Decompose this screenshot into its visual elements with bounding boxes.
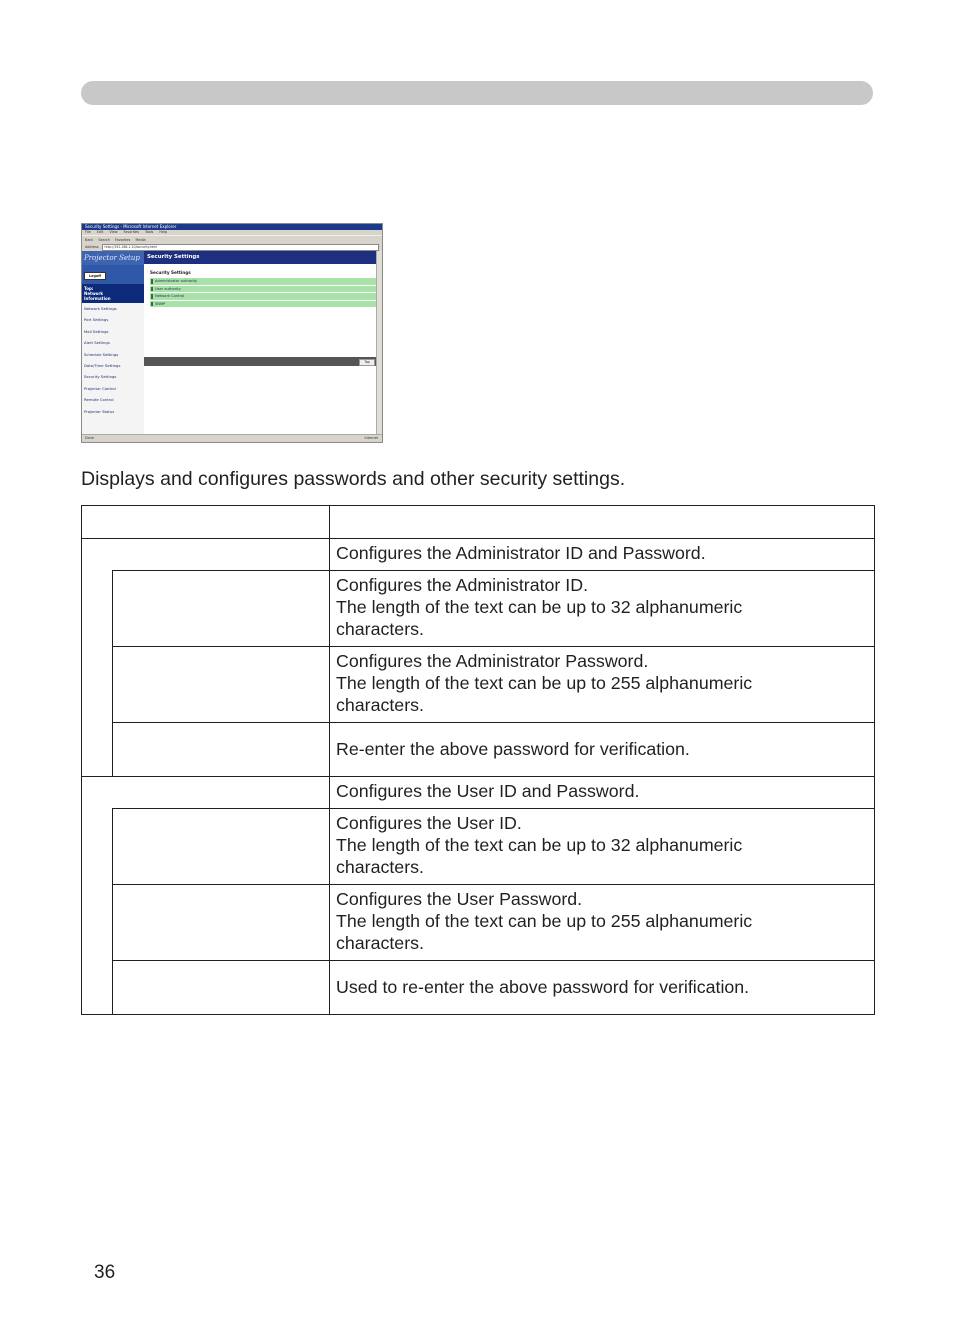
table-row [82, 647, 875, 723]
back-button[interactable]: Back [85, 238, 94, 242]
link-user-authority[interactable]: User authority [150, 286, 378, 293]
menu-item[interactable]: Edit [96, 230, 104, 234]
main-panel [144, 251, 382, 435]
link-administrator-authority[interactable]: Administrator authority [150, 278, 378, 285]
nav-top-line: Network [84, 291, 104, 296]
item-cell [113, 809, 330, 885]
table-row [82, 777, 875, 809]
item-cell [82, 539, 330, 571]
browser-screenshot [81, 223, 383, 443]
table-row [82, 539, 875, 571]
item-cell [113, 885, 330, 961]
table-row [82, 809, 875, 885]
item-cell [113, 647, 330, 723]
description-line: Configures the Administrator Password. [336, 651, 649, 671]
description-cell: Configures the Administrator ID and Password. [330, 539, 875, 571]
address-input[interactable]: http://192.168.1.10/security.html [102, 244, 379, 251]
menu-item[interactable]: Favorites [123, 230, 139, 234]
internet-zone: Internet [364, 436, 378, 440]
description-cell [330, 885, 875, 961]
link-snmp[interactable]: SNMP [150, 301, 378, 308]
nav-item-security-settings[interactable]: Security Settings [84, 374, 117, 380]
table-row [82, 571, 875, 647]
description-cell [330, 809, 875, 885]
table-row [82, 961, 875, 1015]
favorites-button[interactable]: Favorites [115, 238, 131, 242]
status-bar [82, 434, 382, 442]
side-navigation [82, 251, 144, 435]
item-cell [82, 777, 330, 809]
nav-top-line: Information [84, 296, 111, 301]
logoff-button[interactable]: Logoff [84, 272, 106, 280]
description-cell [330, 723, 875, 777]
item-cell [113, 723, 330, 777]
nav-item-port-settings[interactable]: Port Settings [84, 317, 109, 323]
nav-item-projector-control[interactable]: Projector Control [84, 385, 116, 391]
description-line: Used to re-enter the above password for verification. [336, 977, 750, 997]
nav-top-line: Top: [84, 286, 94, 291]
browser-toolbar [82, 235, 382, 244]
description-line: characters. [336, 933, 424, 953]
description-line: Configures the Administrator ID. [336, 575, 589, 595]
description-line: characters. [336, 619, 424, 639]
nav-item-schedule-settings[interactable]: Schedule Settings [84, 351, 119, 357]
media-button[interactable]: Media [135, 238, 146, 242]
section-header-bar [81, 81, 873, 105]
description-line: The length of the text can be up to 255 alphanumeric [336, 673, 753, 693]
link-network-control[interactable]: Network Control [150, 293, 378, 300]
status-text: Done [85, 436, 94, 440]
page-header: Security Settings [144, 251, 382, 264]
menu-item[interactable]: Tools [144, 230, 154, 234]
item-cell [113, 961, 330, 1015]
indent-cell [82, 809, 113, 1015]
table-row [82, 885, 875, 961]
nav-item-date-time-settings[interactable]: Date/Time Settings [84, 363, 121, 369]
footer-bar [144, 357, 378, 366]
description-cell [330, 647, 875, 723]
browser-content [82, 251, 382, 435]
address-label: Address [85, 245, 99, 249]
header-cell-item [82, 506, 330, 539]
indent-cell [82, 571, 113, 777]
section-title: Security Settings [150, 270, 191, 275]
logo-strip [82, 265, 144, 284]
description-cell: Configures the User ID and Password. [330, 777, 875, 809]
menu-item[interactable]: File [85, 230, 91, 234]
menu-item[interactable]: Help [159, 230, 168, 234]
nav-item-network-settings[interactable]: Network Settings [84, 306, 117, 311]
search-button[interactable]: Search [98, 238, 110, 242]
nav-item-remote-control[interactable]: Remote Control [84, 397, 114, 403]
page-number: 36 [94, 1262, 116, 1283]
table-header-row [82, 506, 875, 539]
intro-text: Displays and configures passwords and other security settings. [81, 468, 626, 490]
nav-item-projector-status[interactable]: Projector Status [84, 408, 115, 414]
description-line: Re-enter the above password for verification. [336, 739, 690, 759]
description-line: characters. [336, 857, 424, 877]
description-line: The length of the text can be up to 32 alphanumeric [336, 597, 743, 617]
description-line: The length of the text can be up to 32 alphanumeric [336, 835, 743, 855]
nav-item-alert-settings[interactable]: Alert Settings [84, 340, 110, 346]
description-cell [330, 961, 875, 1015]
nav-item-mail-settings[interactable]: Mail Settings [84, 328, 109, 334]
scrollbar[interactable] [376, 251, 382, 435]
description-cell [330, 571, 875, 647]
nav-top-network-information[interactable] [82, 284, 144, 303]
projector-setup-logo: Projector Setup [82, 251, 144, 265]
table-row [82, 723, 875, 777]
window-title: Security Settings - Microsoft Internet Explorer [82, 224, 382, 230]
security-settings-table [81, 505, 875, 1015]
description-line: Configures the User ID. [336, 813, 522, 833]
header-cell-description [330, 506, 875, 539]
menu-item[interactable]: View [109, 230, 118, 234]
description-line: The length of the text can be up to 255 alphanumeric [336, 911, 753, 931]
description-line: Configures the User Password. [336, 889, 583, 909]
item-cell [113, 571, 330, 647]
top-button[interactable]: Top [359, 359, 375, 366]
description-line: characters. [336, 695, 424, 715]
